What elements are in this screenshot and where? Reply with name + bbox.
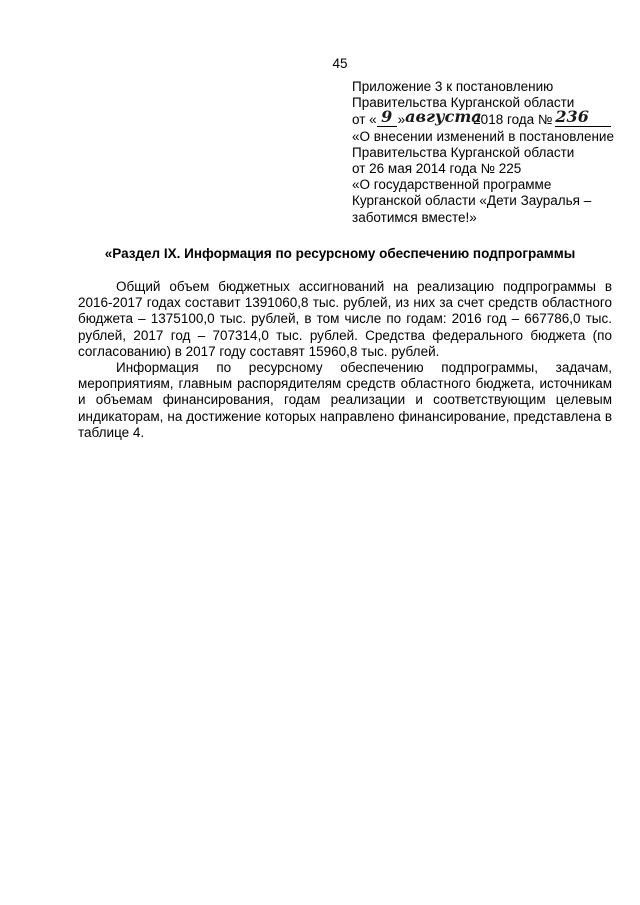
date-mid: » bbox=[397, 112, 406, 128]
appendix-line-2: Правительства Курганской области bbox=[352, 95, 575, 111]
appendix-date-line bbox=[352, 107, 622, 128]
page-number: 45 bbox=[332, 56, 348, 71]
appendix-line-7: «О государственной программе bbox=[352, 177, 552, 193]
date-year: 2018 года № bbox=[473, 112, 553, 128]
appendix-line-8: Курганской области «Дети Зауралья – bbox=[352, 193, 592, 209]
paragraph-information: Информация по ресурсному обеспечению подпрограммы, задачам, мероприятиям, главным распорядителям средств областного бюджета, источникам и объемам финансирования, годам реализации и соответствующим целевым индикаторам, на достижение которых направлено финансирование, представлена в таблице 4. bbox=[78, 360, 612, 440]
handwritten-day: 9 bbox=[377, 109, 397, 126]
paragraph-budget: Общий объем бюджетных ассигнований на реализацию подпрограммы в 2016-2017 годах составит 1391060,8 тыс. рублей, из них за счет средств областного бюджета – 1375100,0 тыс. рублей, в том числе по годам: 2016 год – 667786,0 тыс. рублей, 2017 год – 707314,0 тыс. рублей. Средства федерального бюджета (по согласованию) в 2017 году составят 15960,8 тыс. рублей. bbox=[78, 279, 612, 359]
appendix-line-5: Правительства Курганской области bbox=[352, 144, 575, 160]
date-prefix: от « bbox=[352, 112, 377, 128]
appendix-line-4: «О внесении изменений в постановление bbox=[352, 128, 614, 144]
handwritten-number: 236 bbox=[555, 109, 611, 126]
section-title: «Раздел IX. Информация по ресурсному обеспечению подпрограммы bbox=[104, 246, 576, 261]
appendix-line-9: заботимся вместе!» bbox=[352, 209, 477, 225]
handwritten-month: августа bbox=[405, 107, 482, 127]
appendix-header bbox=[352, 79, 622, 226]
appendix-line-6: от 26 мая 2014 года № 225 bbox=[352, 161, 522, 177]
appendix-line-1: Приложение 3 к постановлению bbox=[352, 79, 554, 94]
body-text bbox=[78, 279, 612, 441]
